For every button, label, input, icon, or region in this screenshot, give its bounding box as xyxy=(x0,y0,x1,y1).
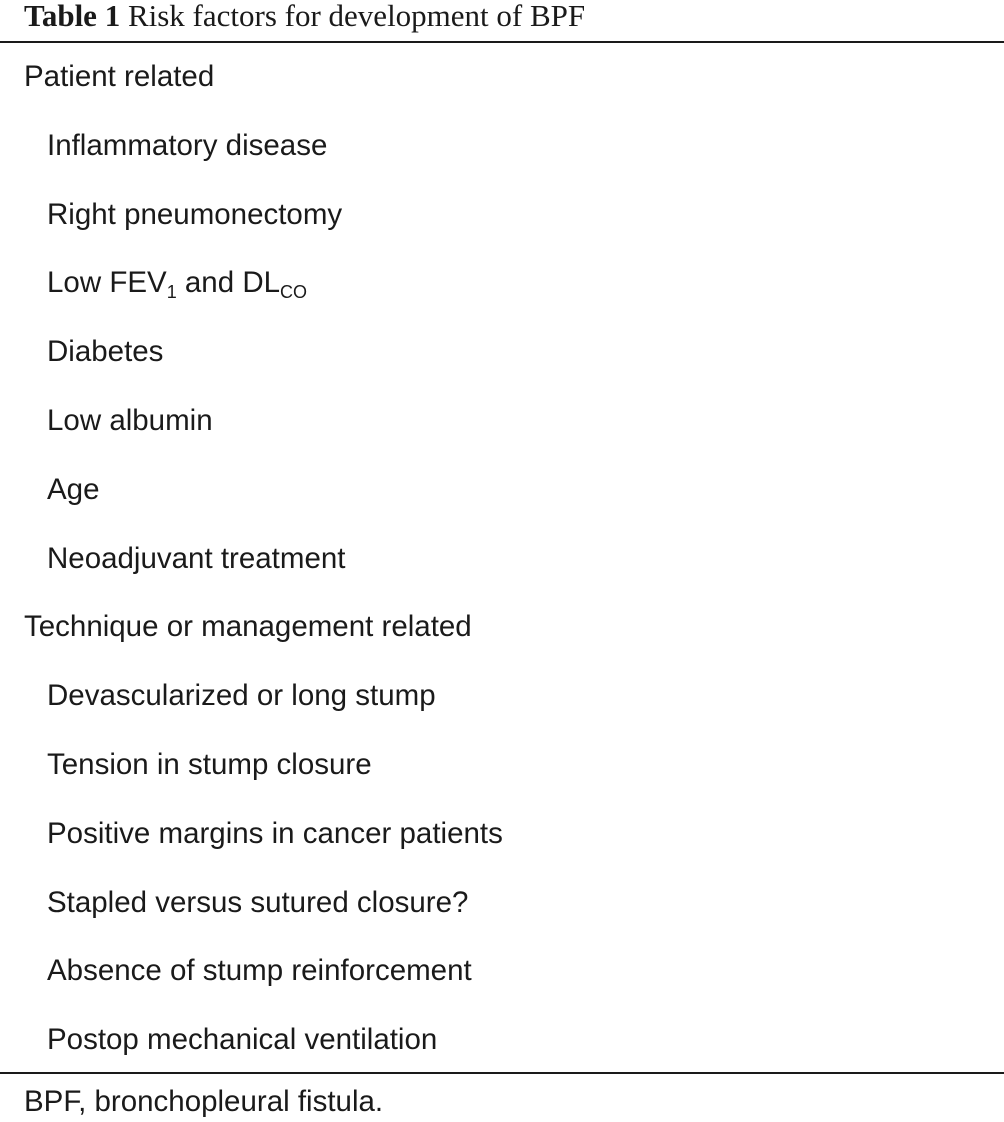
table-row: Neoadjuvant treatment xyxy=(47,541,346,575)
table-row: Right pneumonectomy xyxy=(47,197,343,231)
table-row: Age xyxy=(47,472,100,506)
table-row-fev-dlco xyxy=(0,249,1004,318)
table-row: Stapled versus sutured closure? xyxy=(47,885,469,919)
section-heading-patient: Patient related xyxy=(24,60,215,93)
table-row: Postop mechanical ventilation xyxy=(47,1023,438,1057)
dlco-subscript: CO xyxy=(280,282,308,303)
table-footnote: BPF, bronchopleural fistula. xyxy=(24,1085,384,1118)
table-row: Low albumin xyxy=(47,403,213,437)
dl-label: and DL xyxy=(176,266,281,300)
table-bottom-rule xyxy=(0,1072,1004,1074)
table-row: Devascularized or long stump xyxy=(47,679,436,713)
table-row: Tension in stump closure xyxy=(47,747,372,781)
table-row: Positive margins in cancer patients xyxy=(47,816,503,850)
risk-factor-table xyxy=(0,43,1004,1075)
table-row: Diabetes xyxy=(47,335,164,369)
table-row: Inflammatory disease xyxy=(47,128,328,162)
table-caption xyxy=(24,0,585,36)
table-row: Absence of stump reinforcement xyxy=(47,954,472,988)
table-caption-text: Risk factors for development of BPF xyxy=(127,0,586,33)
fev-subscript: 1 xyxy=(166,282,177,303)
section-heading-technique: Technique or management related xyxy=(24,610,472,644)
table-caption-label: Table 1 xyxy=(24,0,121,33)
fev-label: Low FEV xyxy=(47,266,167,300)
